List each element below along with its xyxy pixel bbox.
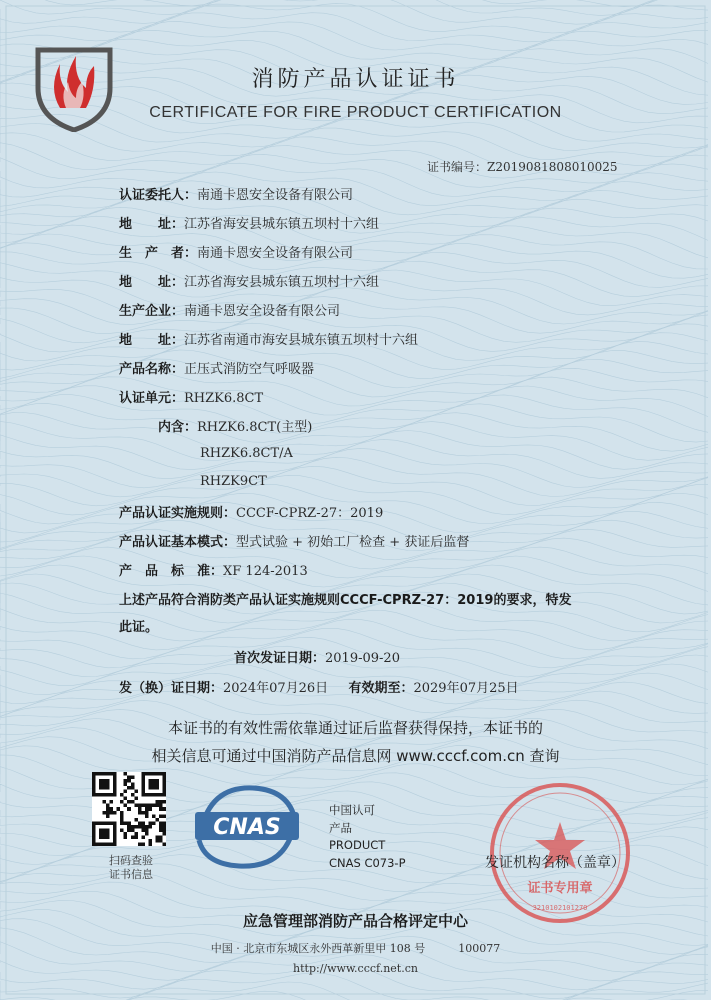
certificate-number-label: 证书编号： bbox=[427, 160, 488, 174]
model-9: RHZK9CT bbox=[200, 474, 267, 489]
qr-module bbox=[138, 807, 142, 811]
qr-module bbox=[155, 800, 159, 804]
qr-module bbox=[120, 818, 124, 822]
qr-module bbox=[110, 811, 114, 815]
producer-address-value: 江苏省海安县城东镇五坝村十六组 bbox=[184, 275, 380, 290]
qr-module bbox=[131, 800, 135, 804]
qr-module bbox=[138, 825, 142, 829]
issuing-center-address: 中国 · 北京市东城区永外西革新里甲 108 号 100077 bbox=[210, 942, 501, 955]
qr-module bbox=[162, 800, 166, 804]
certificate-title-cn: 消防产品认证证书 bbox=[251, 67, 460, 92]
qr-module bbox=[131, 825, 135, 829]
factory-label: 生产企业： bbox=[119, 304, 185, 319]
qr-module bbox=[110, 807, 114, 811]
qr-module bbox=[159, 835, 163, 839]
conformity-statement-line1 bbox=[119, 589, 571, 608]
qr-module bbox=[159, 828, 163, 832]
qr-module bbox=[131, 828, 135, 832]
qr-module bbox=[124, 832, 128, 836]
mode-value: 型式试验 + 初始工厂检查 + 获证后监督 bbox=[236, 535, 470, 550]
qr-module bbox=[145, 811, 149, 815]
factory-address-label: 地 址： bbox=[119, 333, 185, 348]
issue-date-label: 发（换）证日期： bbox=[119, 681, 224, 696]
qr-module bbox=[106, 807, 110, 811]
client-address-value: 江苏省海安县城东镇五坝村十六组 bbox=[184, 217, 380, 232]
qr-module bbox=[124, 835, 128, 839]
qr-module bbox=[162, 842, 166, 846]
factory-value: 南通卡恩安全设备有限公司 bbox=[184, 304, 341, 319]
qr-module bbox=[162, 832, 166, 836]
qr-module bbox=[148, 807, 152, 811]
qr-module bbox=[124, 797, 128, 801]
includes-label: 内含： bbox=[158, 420, 198, 435]
stamp-number: 3210102101270 bbox=[532, 904, 588, 912]
qr-module bbox=[127, 786, 131, 790]
qr-module bbox=[124, 821, 128, 825]
qr-module bbox=[124, 783, 128, 787]
notice-line-2: 相关信息可通过中国消防产品信息网 www.cccf.com.cn 查询 bbox=[151, 747, 560, 765]
qr-module bbox=[138, 804, 142, 808]
notice-line-1: 本证书的有效性需依靠通过证后监督获得保持，本证书的 bbox=[167, 719, 543, 737]
qr-module bbox=[127, 825, 131, 829]
certificate-number bbox=[427, 158, 618, 175]
qr-module bbox=[148, 839, 152, 843]
qr-module bbox=[134, 790, 138, 794]
qr-module bbox=[145, 804, 149, 808]
standard-label: 产 品 标 准： bbox=[119, 564, 224, 579]
qr-module bbox=[138, 811, 142, 815]
qr-module bbox=[162, 825, 166, 829]
producer-address-row bbox=[119, 271, 379, 290]
includes-row bbox=[158, 416, 312, 435]
qr-module bbox=[103, 811, 107, 815]
cnas-mark-text: CNAS bbox=[213, 815, 281, 840]
first-issue-value: 2019-09-20 bbox=[325, 651, 400, 666]
qr-code[interactable] bbox=[92, 772, 166, 846]
qr-module bbox=[145, 807, 149, 811]
qr-module bbox=[120, 828, 124, 832]
qr-module bbox=[155, 835, 159, 839]
qr-module bbox=[159, 804, 163, 808]
qr-module bbox=[127, 800, 131, 804]
qr-module bbox=[134, 804, 138, 808]
model-a: RHZK6.8CT/A bbox=[200, 446, 293, 461]
qr-module bbox=[155, 839, 159, 843]
qr-module bbox=[148, 821, 152, 825]
qr-module bbox=[159, 821, 163, 825]
product-row bbox=[119, 358, 314, 377]
model-row bbox=[200, 474, 267, 489]
qr-module bbox=[159, 807, 163, 811]
qr-module bbox=[145, 825, 149, 829]
qr-caption-2: 证书信息 bbox=[109, 868, 153, 881]
factory-address-value: 江苏省南通市海安县城东镇五坝村十六组 bbox=[184, 333, 419, 348]
qr-module bbox=[124, 772, 128, 776]
qr-module bbox=[134, 832, 138, 836]
producer-value: 南通卡恩安全设备有限公司 bbox=[197, 246, 354, 261]
rule-label: 产品认证实施规则： bbox=[119, 506, 237, 521]
qr-module bbox=[141, 835, 145, 839]
mode-row bbox=[119, 531, 469, 550]
conformity-text-2: 此证。 bbox=[119, 620, 159, 635]
model-row bbox=[200, 446, 293, 461]
conformity-text-1: 上述产品符合消防类产品认证实施规则CCCF-CPRZ-27：2019的要求，特发 bbox=[119, 593, 572, 608]
qr-module bbox=[145, 814, 149, 818]
conformity-statement-line2 bbox=[119, 616, 158, 635]
qr-module bbox=[120, 811, 124, 815]
qr-module bbox=[155, 818, 159, 822]
qr-module bbox=[159, 814, 163, 818]
issue-date-value: 2024年07月26日 bbox=[223, 681, 329, 696]
rule-row bbox=[119, 502, 383, 521]
qr-module bbox=[124, 779, 128, 783]
client-label: 认证委托人： bbox=[119, 188, 198, 203]
qr-module bbox=[124, 804, 128, 808]
factory-row bbox=[119, 300, 340, 319]
qr-module bbox=[141, 821, 145, 825]
client-address-label: 地 址： bbox=[119, 217, 185, 232]
qr-caption-1: 扫码查验 bbox=[109, 854, 153, 867]
factory-address-row bbox=[119, 329, 418, 348]
certificate-title-en: CERTIFICATE FOR FIRE PRODUCT CERTIFICATION bbox=[149, 104, 562, 121]
qr-module bbox=[120, 821, 124, 825]
qr-module bbox=[117, 807, 121, 811]
rule-value: CCCF-CPRZ-27：2019 bbox=[236, 506, 384, 521]
qr-module bbox=[131, 793, 135, 797]
qr-module bbox=[131, 835, 135, 839]
standard-row bbox=[119, 560, 308, 579]
qr-module bbox=[159, 825, 163, 829]
qr-module bbox=[127, 828, 131, 832]
qr-module bbox=[127, 776, 131, 780]
qr-module bbox=[131, 786, 135, 790]
cnas-accreditation-mark bbox=[191, 780, 303, 870]
qr-module bbox=[159, 800, 163, 804]
qr-module bbox=[103, 800, 107, 804]
qr-module bbox=[162, 814, 166, 818]
qr-module bbox=[155, 804, 159, 808]
qr-module bbox=[134, 818, 138, 822]
cnas-line-1: 中国认可 bbox=[329, 803, 375, 817]
qr-module bbox=[141, 825, 145, 829]
qr-module bbox=[138, 821, 142, 825]
qr-module bbox=[127, 821, 131, 825]
client-value: 南通卡恩安全设备有限公司 bbox=[197, 188, 354, 203]
unit-row bbox=[119, 387, 263, 406]
qr-module bbox=[99, 779, 110, 790]
qr-module bbox=[106, 811, 110, 815]
qr-module bbox=[134, 825, 138, 829]
qr-module bbox=[110, 800, 114, 804]
qr-module bbox=[106, 804, 110, 808]
qr-module bbox=[124, 790, 128, 794]
certificate-number-value: Z2019081808010025 bbox=[487, 160, 618, 174]
producer-label: 生 产 者： bbox=[119, 246, 198, 261]
qr-module bbox=[106, 814, 110, 818]
producer-address-label: 地 址： bbox=[119, 275, 185, 290]
qr-module bbox=[148, 842, 152, 846]
qr-module bbox=[141, 828, 145, 832]
qr-module bbox=[152, 804, 156, 808]
issue-valid-row bbox=[119, 677, 519, 696]
issuing-center-website: http://www.cccf.net.cn bbox=[293, 962, 418, 975]
unit-value: RHZK6.8CT bbox=[184, 391, 264, 406]
qr-module bbox=[113, 811, 117, 815]
qr-module bbox=[145, 832, 149, 836]
mode-label: 产品认证基本模式： bbox=[119, 535, 237, 550]
qr-module bbox=[145, 828, 149, 832]
standard-value: XF 124-2013 bbox=[223, 564, 308, 579]
cnas-line-4: CNAS C073-P bbox=[329, 856, 406, 870]
client-row bbox=[119, 184, 353, 203]
qr-module bbox=[159, 839, 163, 843]
qr-module bbox=[127, 779, 131, 783]
qr-module bbox=[162, 807, 166, 811]
qr-module bbox=[120, 800, 124, 804]
qr-module bbox=[134, 797, 138, 801]
valid-until-value: 2029年07月25日 bbox=[413, 681, 519, 696]
qr-module bbox=[120, 793, 124, 797]
issuer-label: 发证机构名称（盖章） bbox=[485, 855, 625, 871]
cnas-line-2: 产品 bbox=[329, 821, 352, 835]
qr-module bbox=[162, 828, 166, 832]
qr-module bbox=[131, 783, 135, 787]
first-issue-row bbox=[234, 647, 400, 666]
model-main: RHZK6.8CT(主型) bbox=[197, 420, 313, 435]
cnas-line-3: PRODUCT bbox=[329, 838, 386, 852]
qr-module bbox=[152, 814, 156, 818]
client-address-row bbox=[119, 213, 379, 232]
qr-module bbox=[131, 776, 135, 780]
unit-label: 认证单元： bbox=[119, 391, 185, 406]
qr-module bbox=[99, 828, 110, 839]
qr-module bbox=[141, 804, 145, 808]
stamp-center-text: 证书专用章 bbox=[527, 881, 593, 896]
product-value: 正压式消防空气呼吸器 bbox=[184, 362, 315, 377]
qr-module bbox=[134, 835, 138, 839]
qr-module bbox=[152, 821, 156, 825]
qr-module bbox=[148, 825, 152, 829]
qr-module bbox=[138, 842, 142, 846]
valid-until-label: 有效期至： bbox=[348, 681, 414, 696]
qr-module bbox=[148, 804, 152, 808]
qr-module bbox=[141, 842, 145, 846]
qr-module bbox=[148, 779, 159, 790]
qr-module bbox=[127, 807, 131, 811]
product-label: 产品名称： bbox=[119, 362, 185, 377]
producer-row bbox=[119, 242, 353, 261]
qr-module bbox=[162, 821, 166, 825]
issuing-center-name: 应急管理部消防产品合格评定中心 bbox=[242, 912, 468, 930]
first-issue-label: 首次发证日期： bbox=[234, 651, 326, 666]
qr-module bbox=[120, 814, 124, 818]
qr-module bbox=[141, 811, 145, 815]
